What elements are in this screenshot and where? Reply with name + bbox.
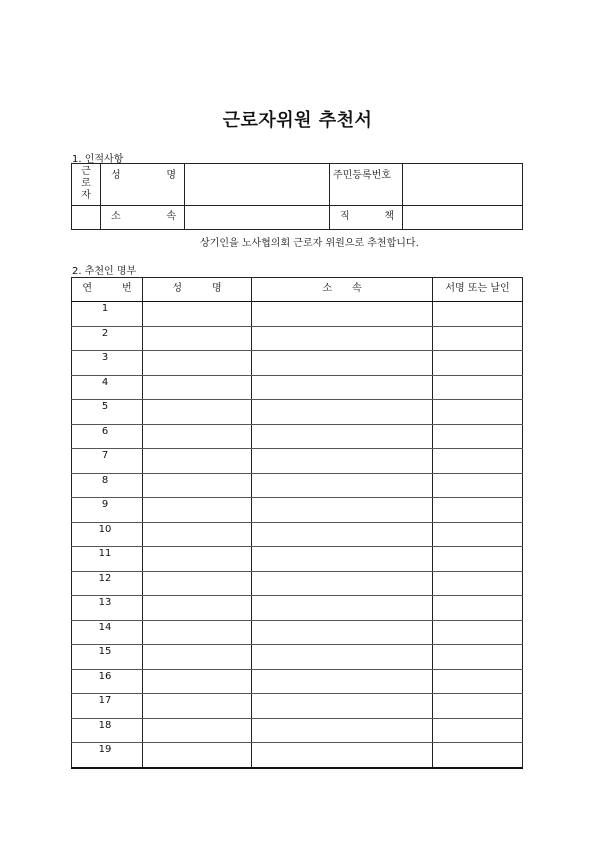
table-row — [72, 498, 523, 523]
row-affiliation-field[interactable] — [252, 400, 433, 425]
row-name-field[interactable] — [143, 547, 252, 572]
table-row — [72, 400, 523, 425]
row-number: 8 — [72, 473, 143, 498]
row-signature-field[interactable] — [433, 718, 523, 743]
row-affiliation-field[interactable] — [252, 743, 433, 768]
row-signature-field[interactable] — [433, 522, 523, 547]
row-affiliation-field[interactable] — [252, 718, 433, 743]
row-number: 6 — [72, 424, 143, 449]
row-number: 4 — [72, 375, 143, 400]
row-number: 9 — [72, 498, 143, 523]
row-number: 19 — [72, 743, 143, 768]
section1-label: 1. 인적사항 — [72, 154, 124, 165]
row-signature-field[interactable] — [433, 400, 523, 425]
section2-label: 2. 추천인 명부 — [72, 266, 137, 277]
table-row — [72, 743, 523, 768]
affiliation-field[interactable] — [185, 206, 330, 230]
row-number: 15 — [72, 645, 143, 670]
row-signature-field[interactable] — [433, 596, 523, 621]
row-number: 10 — [72, 522, 143, 547]
row-name-field[interactable] — [143, 351, 252, 376]
row-signature-field[interactable] — [433, 669, 523, 694]
table-row — [72, 375, 523, 400]
table-row — [72, 547, 523, 572]
table-row — [72, 326, 523, 351]
row-number: 12 — [72, 571, 143, 596]
row-affiliation-field[interactable] — [252, 669, 433, 694]
row-affiliation-field[interactable] — [252, 645, 433, 670]
row-name-field[interactable] — [143, 302, 252, 327]
header-name: 성 명 — [143, 278, 252, 302]
row-affiliation-field[interactable] — [252, 351, 433, 376]
row-name-field[interactable] — [143, 424, 252, 449]
row-signature-field[interactable] — [433, 326, 523, 351]
header-no: 연 번 — [72, 278, 143, 302]
row-signature-field[interactable] — [433, 302, 523, 327]
table-row — [72, 449, 523, 474]
row-name-field[interactable] — [143, 620, 252, 645]
row-signature-field[interactable] — [433, 620, 523, 645]
table-row — [72, 669, 523, 694]
row-number: 11 — [72, 547, 143, 572]
row-affiliation-field[interactable] — [252, 571, 433, 596]
row-number: 14 — [72, 620, 143, 645]
position-field[interactable] — [403, 206, 523, 230]
name-label: 성 명 — [101, 164, 185, 206]
row-affiliation-field[interactable] — [252, 522, 433, 547]
header-signature: 서명 또는 날인 — [433, 278, 523, 302]
row-signature-field[interactable] — [433, 571, 523, 596]
table-row — [72, 351, 523, 376]
id-number-field[interactable] — [403, 164, 523, 206]
row-name-field[interactable] — [143, 522, 252, 547]
row-signature-field[interactable] — [433, 424, 523, 449]
row-name-field[interactable] — [143, 326, 252, 351]
row-name-field[interactable] — [143, 718, 252, 743]
name-field[interactable] — [185, 164, 330, 206]
position-label: 직 책 — [330, 206, 403, 230]
row-name-field[interactable] — [143, 645, 252, 670]
table-row — [72, 522, 523, 547]
row-affiliation-field[interactable] — [252, 449, 433, 474]
row-name-field[interactable] — [143, 473, 252, 498]
row-name-field[interactable] — [143, 375, 252, 400]
row-number: 17 — [72, 694, 143, 719]
row-number: 16 — [72, 669, 143, 694]
row-signature-field[interactable] — [433, 694, 523, 719]
recommender-list-table — [71, 277, 523, 769]
row-affiliation-field[interactable] — [252, 498, 433, 523]
row-affiliation-field[interactable] — [252, 547, 433, 572]
row-number: 2 — [72, 326, 143, 351]
table-row — [72, 424, 523, 449]
page-title: 근로자위원 추천서 — [222, 110, 373, 131]
row-name-field[interactable] — [143, 694, 252, 719]
row-number: 7 — [72, 449, 143, 474]
id-number-label: 주민등록번호 — [330, 164, 403, 206]
row-signature-field[interactable] — [433, 449, 523, 474]
row-signature-field[interactable] — [433, 498, 523, 523]
row-signature-field[interactable] — [433, 547, 523, 572]
row-number: 1 — [72, 302, 143, 327]
row-signature-field[interactable] — [433, 351, 523, 376]
affiliation-label: 소 속 — [101, 206, 185, 230]
table-row — [72, 302, 523, 327]
row-number: 5 — [72, 400, 143, 425]
recommendation-note: 상기인을 노사협의회 근로자 위원으로 추천합니다. — [200, 238, 419, 249]
table-row — [72, 596, 523, 621]
row-signature-field[interactable] — [433, 473, 523, 498]
row-affiliation-field[interactable] — [252, 375, 433, 400]
table-row — [72, 645, 523, 670]
row-number: 3 — [72, 351, 143, 376]
worker-side-label: 근 로 자 — [72, 164, 101, 206]
worker-side-blank — [72, 206, 101, 230]
row-affiliation-field[interactable] — [252, 694, 433, 719]
row-name-field[interactable] — [143, 449, 252, 474]
row-affiliation-field[interactable] — [252, 424, 433, 449]
row-affiliation-field[interactable] — [252, 302, 433, 327]
row-name-field[interactable] — [143, 498, 252, 523]
personal-info-table — [71, 163, 523, 230]
row-name-field[interactable] — [143, 571, 252, 596]
header-affiliation: 소 속 — [252, 278, 433, 302]
row-signature-field[interactable] — [433, 743, 523, 768]
table-row — [72, 694, 523, 719]
table-row — [72, 620, 523, 645]
table-row — [72, 571, 523, 596]
row-affiliation-field[interactable] — [252, 596, 433, 621]
table-row — [72, 473, 523, 498]
row-number: 13 — [72, 596, 143, 621]
row-name-field[interactable] — [143, 743, 252, 768]
row-name-field[interactable] — [143, 596, 252, 621]
row-affiliation-field[interactable] — [252, 620, 433, 645]
row-number: 18 — [72, 718, 143, 743]
row-name-field[interactable] — [143, 400, 252, 425]
row-signature-field[interactable] — [433, 645, 523, 670]
row-signature-field[interactable] — [433, 375, 523, 400]
row-affiliation-field[interactable] — [252, 473, 433, 498]
row-affiliation-field[interactable] — [252, 326, 433, 351]
table-row — [72, 718, 523, 743]
row-name-field[interactable] — [143, 669, 252, 694]
